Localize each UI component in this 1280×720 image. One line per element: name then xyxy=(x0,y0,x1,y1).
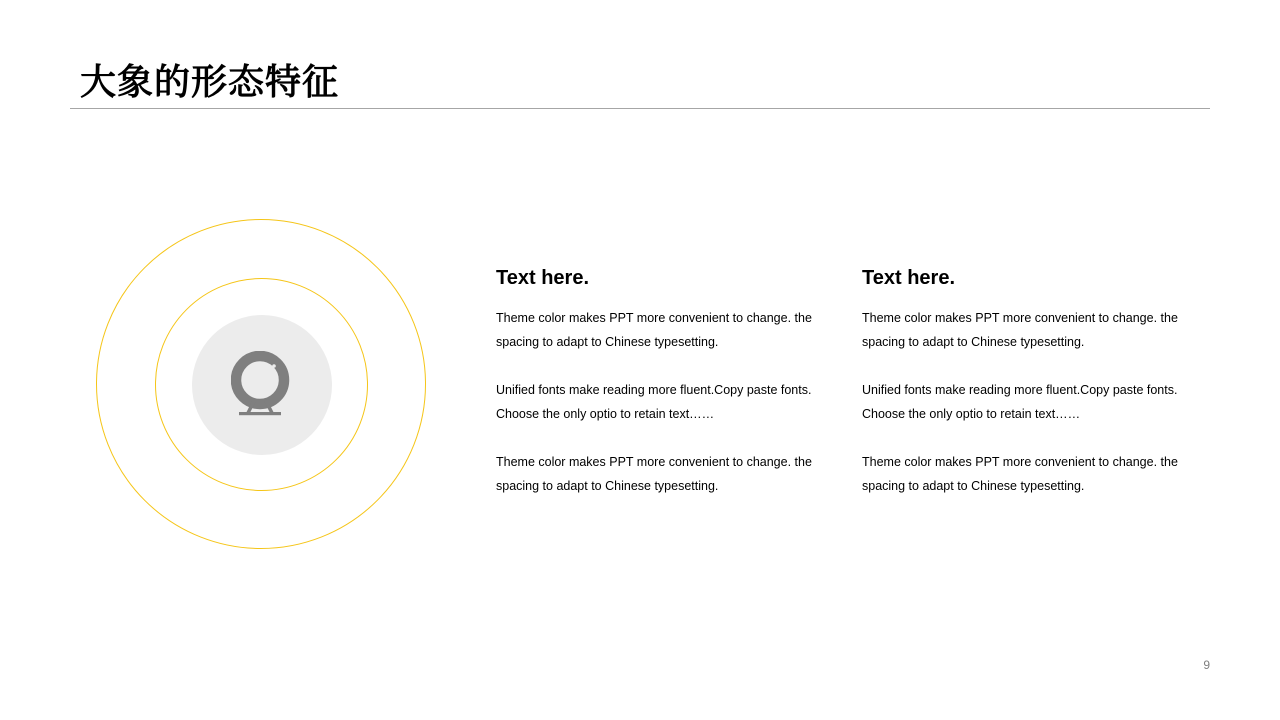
text-column-left xyxy=(496,262,826,498)
column-paragraph: Theme color makes PPT more convenient to change. the spacing to adapt to Chinese typesetting. xyxy=(496,311,812,349)
column-paragraph: Unified fonts make reading more fluent.Copy paste fonts. Choose the only optio to retain text…… xyxy=(862,383,1178,421)
text-column-right xyxy=(862,262,1192,498)
column-paragraph: Theme color makes PPT more convenient to change. the spacing to adapt to Chinese typesetting. xyxy=(496,455,812,493)
slide-title: 大象的形态特征 xyxy=(80,62,340,103)
icon-disc xyxy=(192,315,332,455)
webcam-icon xyxy=(231,351,293,419)
column-heading: Text here. xyxy=(862,267,955,289)
column-paragraph: Theme color makes PPT more convenient to change. the spacing to adapt to Chinese typesetting. xyxy=(862,311,1178,349)
column-heading: Text here. xyxy=(496,267,589,289)
column-paragraph: Theme color makes PPT more convenient to change. the spacing to adapt to Chinese typesetting. xyxy=(862,455,1178,493)
title-divider xyxy=(70,108,1210,109)
ring-graphic xyxy=(96,219,428,551)
page-number: 9 xyxy=(1203,658,1210,672)
column-paragraph: Unified fonts make reading more fluent.Copy paste fonts. Choose the only optio to retain text…… xyxy=(496,383,812,421)
